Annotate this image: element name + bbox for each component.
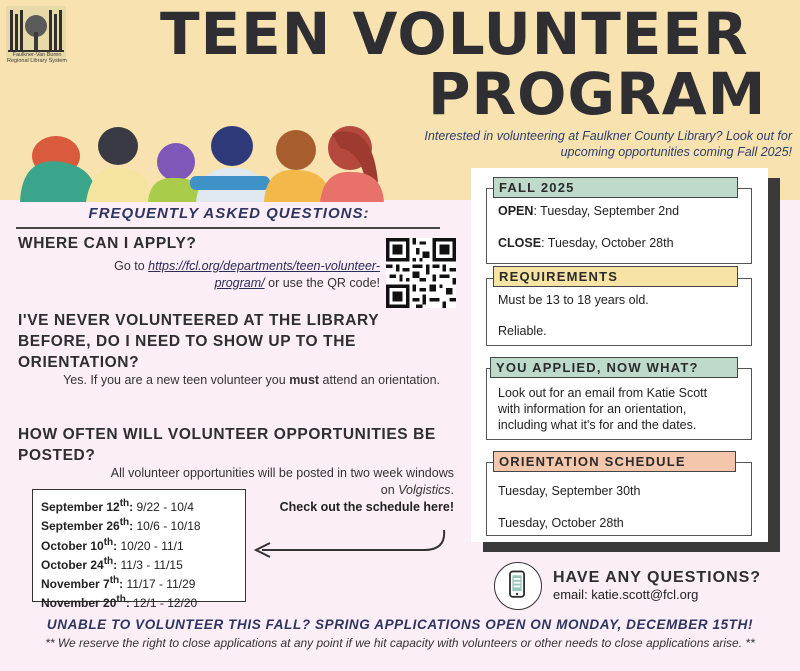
orientation-date-1: Tuesday, September 30th <box>498 484 641 498</box>
contact-circle <box>494 562 542 610</box>
answer-orientation <box>40 372 440 389</box>
requirements-tag: REQUIREMENTS <box>493 266 738 287</box>
schedule-window: 10/6 - 10/18 <box>136 519 201 534</box>
schedule-window: 11/3 - 11/15 <box>120 557 183 572</box>
answer-how-often-period: . <box>450 483 454 497</box>
answer-how-often-text: All volunteer opportunities will be posted in two week windows <box>110 466 454 480</box>
answer-where-apply <box>30 258 380 292</box>
fall-box <box>486 188 752 264</box>
schedule-window: 11/17 - 11/29 <box>126 577 196 592</box>
faq-heading: FREQUENTLY ASKED QUESTIONS: <box>88 205 370 222</box>
schedule-row <box>41 592 237 611</box>
schedule-date: November 20th: <box>41 594 130 611</box>
phone-icon <box>495 563 540 608</box>
schedule-date: October 10th: <box>41 536 118 553</box>
fall-tag: FALL 2025 <box>493 177 738 198</box>
capacity-footnote: ** We reserve the right to close applications at any point if we hit capacity with volunteers or other needs to close applications arise. ** <box>45 636 755 650</box>
schedule-window: 12/1 - 12/20 <box>133 596 198 611</box>
open-value: : Tuesday, September 2nd <box>533 204 680 218</box>
orientation-tag: ORIENTATION SCHEDULE <box>493 451 736 472</box>
schedule-date: November 7th: <box>41 575 124 592</box>
schedule-row <box>41 535 237 554</box>
schedule-date: October 24th: <box>41 555 118 572</box>
close-label: CLOSE <box>498 236 542 250</box>
applied-line-2: with information for an orientation, <box>498 402 687 416</box>
contact-email[interactable]: email: katie.scott@fcl.org <box>553 587 699 602</box>
close-value: : Tuesday, October 28th <box>541 236 674 250</box>
fall-close <box>498 235 674 251</box>
spring-applications-notice: UNABLE TO VOLUNTEER THIS FALL? SPRING APPLICATIONS OPEN ON MONDAY, DECEMBER 15TH! <box>46 617 754 632</box>
applied-tag: YOU APPLIED, NOW WHAT? <box>490 357 738 378</box>
logo-text: Faulkner-Van Buren Regional Library System <box>7 52 67 64</box>
title-line-1: TEEN VOLUNTEER <box>160 0 749 68</box>
applied-line-1: Look out for an email from Katie Scott <box>498 386 708 400</box>
schedule-row <box>41 515 237 534</box>
contact-heading: HAVE ANY QUESTIONS? <box>553 569 762 586</box>
application-link-continued[interactable]: program/ <box>214 276 265 290</box>
answer-orientation-before: Yes. If you are a new teen volunteer you <box>63 373 286 387</box>
check-schedule-callout: Check out the schedule here! <box>279 500 454 514</box>
arrow-left-icon <box>248 508 458 558</box>
fall-open <box>498 203 679 219</box>
schedule-date: September 12th: <box>41 498 134 514</box>
answer-suffix: or use the QR code! <box>268 276 380 290</box>
teens-illustration <box>0 64 420 202</box>
answer-how-often-on: on <box>380 483 395 497</box>
requirement-reliable: Reliable. <box>498 324 547 338</box>
faq-divider <box>16 227 440 229</box>
requirement-age: Must be 13 to 18 years old. <box>498 293 649 307</box>
posting-schedule <box>32 489 246 611</box>
schedule-window: 10/20 - 11/1 <box>120 538 184 553</box>
application-link[interactable]: https://fcl.org/departments/teen-volunteer- <box>148 259 380 273</box>
qr-code-icon[interactable] <box>386 238 456 308</box>
volgistics-name: Volgistics <box>398 483 451 497</box>
schedule-window: 9/22 - 10/4 <box>136 500 194 514</box>
question-where-apply: WHERE CAN I APPLY? <box>18 235 197 252</box>
title-line-2: PROGRAM <box>428 60 767 128</box>
answer-orientation-emphasis: must <box>289 373 320 387</box>
schedule-row <box>41 554 237 573</box>
schedule-date: September 26th: <box>41 517 134 534</box>
schedule-row <box>41 496 237 515</box>
orientation-date-2: Tuesday, October 28th <box>498 516 624 530</box>
question-orientation: I'VE NEVER VOLUNTEERED AT THE LIBRARY BEFORE, DO I NEED TO SHOW UP TO THE ORIENTATION? <box>18 312 379 371</box>
open-label: OPEN <box>498 204 534 218</box>
answer-orientation-after: attend an orientation. <box>322 373 440 387</box>
tagline: Interested in volunteering at Faulkner County Library? Look out for upcoming opportunities coming Fall 2025! <box>424 129 792 159</box>
applied-line-3: including what it's for and the dates. <box>498 418 697 432</box>
schedule-row <box>41 573 237 592</box>
answer-prefix: Go to <box>114 259 145 273</box>
question-how-often: HOW OFTEN WILL VOLUNTEER OPPORTUNITIES BE POSTED? <box>18 426 436 464</box>
